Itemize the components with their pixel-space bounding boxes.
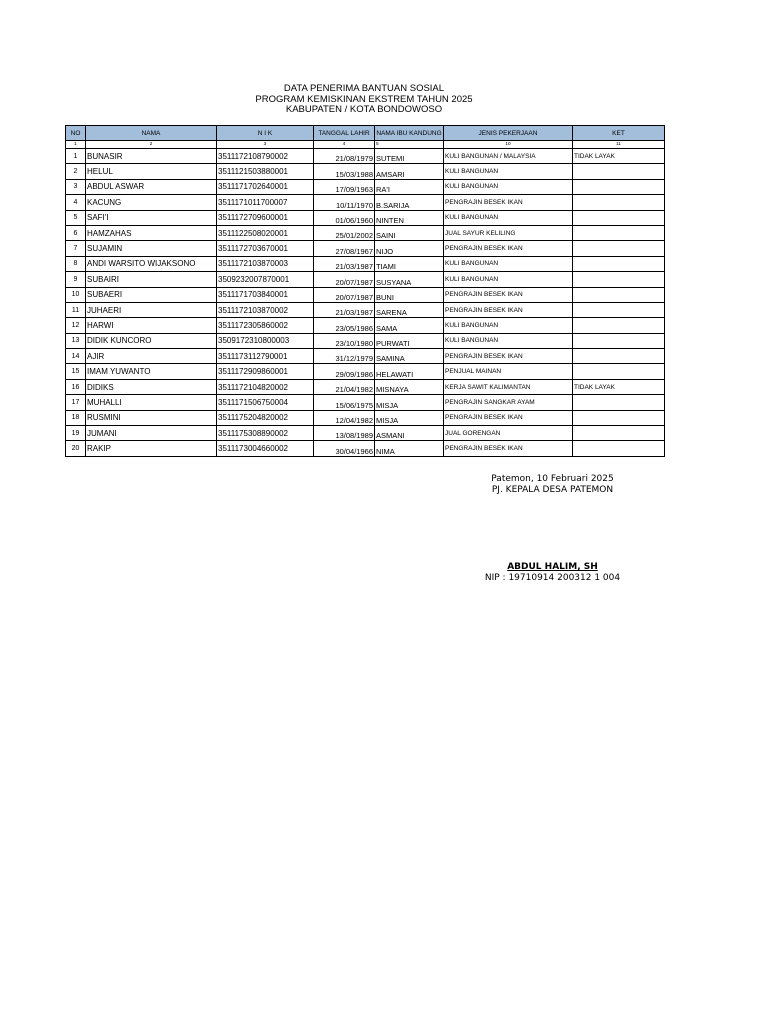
- cell-tanggal-lahir: 23/05/1986: [314, 318, 375, 333]
- cell-nik: 3511173004660002: [217, 441, 314, 456]
- cell-ket: [573, 349, 665, 364]
- cell-pekerjaan: KULI BANGUNAN: [444, 256, 573, 271]
- cell-nama: IMAM YUWANTO: [86, 364, 217, 379]
- cell-pekerjaan: KULI BANGUNAN: [444, 179, 573, 194]
- cell-no: 5: [66, 210, 86, 225]
- col-number: 2: [86, 141, 217, 149]
- signer-position: PJ. KEPALA DESA PATEMON: [491, 485, 614, 495]
- cell-no: 17: [66, 395, 86, 410]
- cell-nama-ibu: MISNAYA: [375, 379, 444, 394]
- signer-block: [460, 562, 645, 584]
- table-row: [66, 225, 665, 240]
- cell-nama-ibu: MISJA: [375, 395, 444, 410]
- recipient-table: [65, 125, 665, 457]
- cell-ket: [573, 256, 665, 271]
- cell-nama-ibu: AMSARI: [375, 164, 444, 179]
- cell-nik: 3511172103870002: [217, 302, 314, 317]
- cell-nama: SUJAMIN: [86, 241, 217, 256]
- table-row: [66, 302, 665, 317]
- cell-pekerjaan: PENGRAJIN SANGKAR AYAM: [444, 395, 573, 410]
- cell-ket: [573, 179, 665, 194]
- cell-tanggal-lahir: 30/04/1966: [314, 441, 375, 456]
- cell-nama-ibu: BUNI: [375, 287, 444, 302]
- cell-ket: [573, 333, 665, 348]
- cell-nama: RUSMINI: [86, 410, 217, 425]
- cell-nama-ibu: PURWATI: [375, 333, 444, 348]
- cell-pekerjaan: JUAL GORENGAN: [444, 426, 573, 441]
- cell-nama-ibu: TIAMI: [375, 256, 444, 271]
- col-header-no: NO: [66, 126, 86, 141]
- cell-tanggal-lahir: 13/08/1989: [314, 426, 375, 441]
- cell-no: 15: [66, 364, 86, 379]
- cell-nama: JUHAERI: [86, 302, 217, 317]
- table-row: [66, 195, 665, 210]
- cell-tanggal-lahir: 21/03/1987: [314, 302, 375, 317]
- table-row: [66, 179, 665, 194]
- cell-tanggal-lahir: 20/07/1987: [314, 272, 375, 287]
- cell-nik: 3509172310800003: [217, 333, 314, 348]
- table-row: [66, 379, 665, 394]
- table-row: [66, 410, 665, 425]
- cell-nama-ibu: SUSYANA: [375, 272, 444, 287]
- cell-nik: 3511171506750004: [217, 395, 314, 410]
- cell-pekerjaan: KULI BANGUNAN / MALAYSIA: [444, 149, 573, 164]
- table-row: [66, 287, 665, 302]
- cell-nama: BUNASIR: [86, 149, 217, 164]
- cell-nama: HELUL: [86, 164, 217, 179]
- cell-no: 18: [66, 410, 86, 425]
- cell-nik: 3511171702640001: [217, 179, 314, 194]
- cell-nama: HAMZAHAS: [86, 225, 217, 240]
- cell-no: 9: [66, 272, 86, 287]
- cell-tanggal-lahir: 21/08/1979: [314, 149, 375, 164]
- cell-nama: RAKIP: [86, 441, 217, 456]
- table-row: [66, 164, 665, 179]
- cell-ket: TIDAK LAYAK: [573, 149, 665, 164]
- cell-nama-ibu: NINTEN: [375, 210, 444, 225]
- table-row: [66, 149, 665, 164]
- cell-pekerjaan: PENGRAJIN BESEK IKAN: [444, 441, 573, 456]
- signature-block: [460, 474, 645, 496]
- table-row: [66, 441, 665, 456]
- signer-nip: NIP : 19710914 200312 1 004: [484, 573, 621, 583]
- table-row: [66, 256, 665, 271]
- cell-pekerjaan: KULI BANGUNAN: [444, 333, 573, 348]
- col-number: 3: [217, 141, 314, 149]
- cell-tanggal-lahir: 27/08/1967: [314, 241, 375, 256]
- cell-tanggal-lahir: 10/11/1970: [314, 195, 375, 210]
- cell-nama-ibu: B.SARIJA: [375, 195, 444, 210]
- col-number: 10: [444, 141, 573, 149]
- cell-ket: [573, 441, 665, 456]
- cell-pekerjaan: PENGRAJIN BESEK IKAN: [444, 410, 573, 425]
- cell-tanggal-lahir: 20/07/1987: [314, 287, 375, 302]
- cell-nama-ibu: MISJA: [375, 410, 444, 425]
- table-row: [66, 210, 665, 225]
- col-header-tanggal-lahir: TANGGAL LAHIR: [314, 126, 375, 141]
- cell-no: 3: [66, 179, 86, 194]
- cell-ket: [573, 318, 665, 333]
- column-number-row: [66, 141, 665, 149]
- cell-nama-ibu: SARENA: [375, 302, 444, 317]
- table-row: [66, 333, 665, 348]
- cell-nama: SUBAERI: [86, 287, 217, 302]
- title-line-3: KABUPATEN / KOTA BONDOWOSO: [285, 104, 443, 115]
- cell-pekerjaan: PENGRAJIN BESEK IKAN: [444, 195, 573, 210]
- table-row: [66, 426, 665, 441]
- cell-ket: [573, 426, 665, 441]
- cell-tanggal-lahir: 15/06/1975: [314, 395, 375, 410]
- cell-no: 10: [66, 287, 86, 302]
- cell-no: 13: [66, 333, 86, 348]
- cell-nik: 3511172909860001: [217, 364, 314, 379]
- table-row: [66, 318, 665, 333]
- cell-nik: 3511172703670001: [217, 241, 314, 256]
- cell-ket: [573, 241, 665, 256]
- cell-nama: SAFI'I: [86, 210, 217, 225]
- col-header-nik: N I K: [217, 126, 314, 141]
- cell-pekerjaan: PENGRAJIN BESEK IKAN: [444, 349, 573, 364]
- cell-nama: ABDUL ASWAR: [86, 179, 217, 194]
- cell-ket: [573, 225, 665, 240]
- cell-no: 16: [66, 379, 86, 394]
- cell-ket: [573, 410, 665, 425]
- cell-nama-ibu: NIMA: [375, 441, 444, 456]
- cell-no: 12: [66, 318, 86, 333]
- cell-nik: 3511172108790002: [217, 149, 314, 164]
- cell-pekerjaan: KULI BANGUNAN: [444, 318, 573, 333]
- signer-name: ABDUL HALIM, SH: [507, 562, 598, 572]
- cell-nik: 3511173112790001: [217, 349, 314, 364]
- cell-nama-ibu: SAMINA: [375, 349, 444, 364]
- document-title: [0, 84, 728, 116]
- table-row: [66, 364, 665, 379]
- cell-nama-ibu: HELAWATI: [375, 364, 444, 379]
- cell-ket: [573, 302, 665, 317]
- col-number: 11: [573, 141, 665, 149]
- cell-no: 19: [66, 426, 86, 441]
- cell-nik: 3511172104820002: [217, 379, 314, 394]
- cell-pekerjaan: KERJA SAWIT KALIMANTAN: [444, 379, 573, 394]
- cell-no: 1: [66, 149, 86, 164]
- cell-tanggal-lahir: 12/04/1982: [314, 410, 375, 425]
- cell-pekerjaan: KULI BANGUNAN: [444, 164, 573, 179]
- cell-pekerjaan: PENJUAL MAINAN: [444, 364, 573, 379]
- cell-nik: 3511171703840001: [217, 287, 314, 302]
- cell-nama-ibu: NIJO: [375, 241, 444, 256]
- cell-ket: [573, 364, 665, 379]
- cell-pekerjaan: PENGRAJIN BESEK IKAN: [444, 302, 573, 317]
- cell-nik: 3511172103870003: [217, 256, 314, 271]
- cell-no: 14: [66, 349, 86, 364]
- cell-tanggal-lahir: 01/06/1960: [314, 210, 375, 225]
- table-row: [66, 241, 665, 256]
- table-header-row: [66, 126, 665, 141]
- cell-ket: [573, 210, 665, 225]
- cell-tanggal-lahir: 31/12/1979: [314, 349, 375, 364]
- cell-ket: TIDAK LAYAK: [573, 379, 665, 394]
- table-row: [66, 395, 665, 410]
- cell-no: 8: [66, 256, 86, 271]
- cell-tanggal-lahir: 25/01/2002: [314, 225, 375, 240]
- title-line-2: PROGRAM KEMISKINAN EKSTREM TAHUN 2025: [255, 93, 473, 105]
- cell-nama: KACUNG: [86, 195, 217, 210]
- cell-nama: DIDIK KUNCORO: [86, 333, 217, 348]
- cell-ket: [573, 195, 665, 210]
- col-number: 5: [375, 141, 444, 149]
- cell-no: 2: [66, 164, 86, 179]
- cell-nik: 3509232007870001: [217, 272, 314, 287]
- table-row: [66, 349, 665, 364]
- col-number: 1: [66, 141, 86, 149]
- cell-nik: 3511122508020001: [217, 225, 314, 240]
- cell-nama: AJIR: [86, 349, 217, 364]
- cell-pekerjaan: PENGRAJIN BESEK IKAN: [444, 241, 573, 256]
- title-line-1: DATA PENERIMA BANTUAN SOSIAL: [283, 83, 445, 94]
- cell-no: 7: [66, 241, 86, 256]
- cell-no: 20: [66, 441, 86, 456]
- col-number: 4: [314, 141, 375, 149]
- cell-pekerjaan: KULI BANGUNAN: [444, 210, 573, 225]
- cell-tanggal-lahir: 29/09/1986: [314, 364, 375, 379]
- cell-nik: 3511175308890002: [217, 426, 314, 441]
- cell-tanggal-lahir: 21/03/1987: [314, 256, 375, 271]
- cell-nama-ibu: SUTEMI: [375, 149, 444, 164]
- cell-pekerjaan: KULI BANGUNAN: [444, 272, 573, 287]
- col-header-pekerjaan: JENIS PEKERJAAN: [444, 126, 573, 141]
- cell-tanggal-lahir: 15/03/1988: [314, 164, 375, 179]
- cell-pekerjaan: PENGRAJIN BESEK IKAN: [444, 287, 573, 302]
- cell-nama: JUMANI: [86, 426, 217, 441]
- cell-nama-ibu: SAINI: [375, 225, 444, 240]
- cell-ket: [573, 272, 665, 287]
- cell-tanggal-lahir: 17/09/1963: [314, 179, 375, 194]
- cell-no: 11: [66, 302, 86, 317]
- cell-nama-ibu: SAMA: [375, 318, 444, 333]
- cell-pekerjaan: JUAL SAYUR KELILING: [444, 225, 573, 240]
- cell-tanggal-lahir: 21/04/1982: [314, 379, 375, 394]
- cell-no: 6: [66, 225, 86, 240]
- cell-nama-ibu: RA'I: [375, 179, 444, 194]
- cell-nik: 3511172305860002: [217, 318, 314, 333]
- place-date: Patemon, 10 Februari 2025: [491, 474, 614, 484]
- cell-nik: 3511171011700007: [217, 195, 314, 210]
- cell-tanggal-lahir: 23/10/1980: [314, 333, 375, 348]
- cell-nama: SUBAIRI: [86, 272, 217, 287]
- cell-ket: [573, 287, 665, 302]
- cell-ket: [573, 395, 665, 410]
- col-header-ket: KET: [573, 126, 665, 141]
- cell-nama: HARWI: [86, 318, 217, 333]
- col-header-nama-ibu: NAMA IBU KANDUNG: [375, 126, 444, 141]
- cell-nik: 3511172709600001: [217, 210, 314, 225]
- cell-nama: ANDI WARSITO WIJAKSONO: [86, 256, 217, 271]
- table-row: [66, 272, 665, 287]
- cell-nik: 3511121503880001: [217, 164, 314, 179]
- cell-nama: MUHALLI: [86, 395, 217, 410]
- cell-nama: DIDIKS: [86, 379, 217, 394]
- cell-nik: 3511175204820002: [217, 410, 314, 425]
- cell-nama-ibu: ASMANI: [375, 426, 444, 441]
- col-header-nama: NAMA: [86, 126, 217, 141]
- cell-ket: [573, 164, 665, 179]
- cell-no: 4: [66, 195, 86, 210]
